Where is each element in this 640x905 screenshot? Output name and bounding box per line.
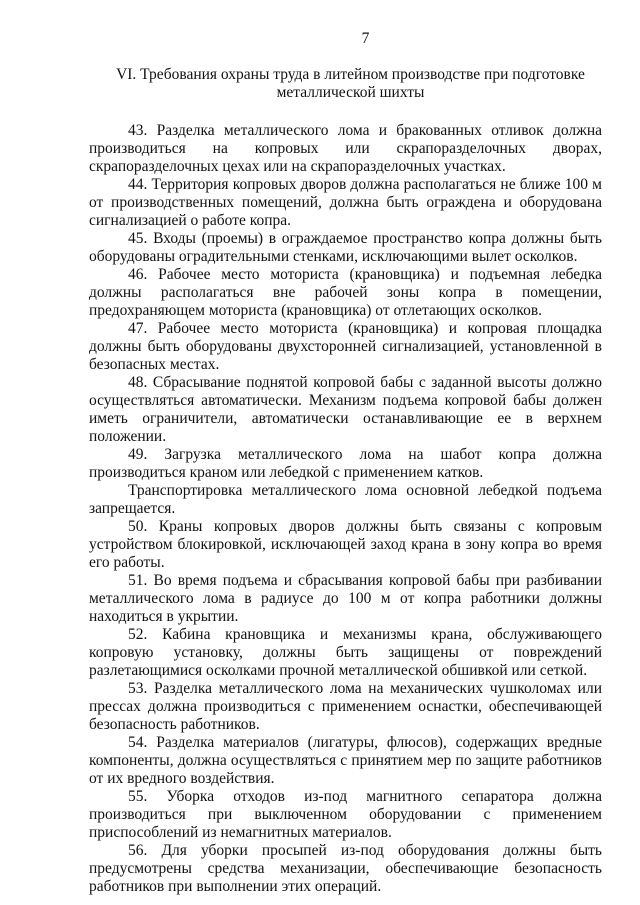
paragraph-52: 52. Кабина крановщика и механизмы крана, обслуживающего копровую установку, должны быть защищены от повреждений разлетающимися осколками прочной металлической обшивкой или сеткой. bbox=[89, 626, 602, 679]
paragraph-47: 47. Рабочее место моториста (крановщика) и копровая площадка должны быть оборудованы двухсторонней сигнализацией, установленной в безопасных местах. bbox=[89, 320, 602, 373]
page-number: 7 bbox=[361, 30, 370, 47]
section-title-line-2: металлической шихты bbox=[276, 84, 425, 101]
paragraph-49: 49. Загрузка металлического лома на шабот копра должна производиться краном или лебедкой с применением катков. bbox=[89, 446, 602, 481]
paragraph-50: 50. Краны копровых дворов должны быть связаны с копровым устройством блокировкой, исключающей заход крана в зону копра во время его работы. bbox=[89, 518, 602, 571]
paragraph-56: 56. Для уборки просыпей из-под оборудования должны быть предусмотрены средства механизации, обеспечивающие безопасность работников при выполнении этих операций. bbox=[89, 842, 602, 895]
paragraph-53: 53. Разделка металлического лома на механических чушколомах или прессах должна производиться с применением оснастки, обеспечивающей безопасность работников. bbox=[89, 680, 602, 733]
paragraph-46: 46. Рабочее место моториста (крановщика) и подъемная лебедка должны располагаться вне рабочей зоны копра в помещении, предохраняющем моториста (крановщика) от отлетающих осколков. bbox=[89, 266, 602, 319]
paragraph-49-continuation: Транспортировка металлического лома основной лебедкой подъема запрещается. bbox=[89, 482, 602, 517]
paragraph-43: 43. Разделка металлического лома и бракованных отливок должна производиться на копровых или скрапоразделочных дворах, скрапоразделочных цехах или на скрапоразделочных участках. bbox=[89, 122, 602, 175]
section-title bbox=[89, 66, 602, 102]
paragraph-55: 55. Уборка отходов из-под магнитного сепаратора должна производиться при выключенном оборудовании с применением приспособлений из немагнитных материалов. bbox=[89, 788, 602, 841]
paragraph-48: 48. Сбрасывание поднятой копровой бабы с заданной высоты должно осуществляться автоматически. Механизм подъема копровой бабы должен иметь ограничители, автоматически останавливающие ее в верхнем положении. bbox=[89, 374, 602, 445]
paragraph-51: 51. Во время подъема и сбрасывания копровой бабы при разбивании металлического лома в радиусе до 100 м от копра работники должны находиться в укрытии. bbox=[89, 572, 602, 625]
paragraph-54: 54. Разделка материалов (лигатуры, флюсов), содержащих вредные компоненты, должна осуществляться с принятием мер по защите работников от их вредного воздействия. bbox=[89, 734, 602, 787]
paragraph-44: 44. Территория копровых дворов должна располагаться не ближе 100 м от производственных помещений, должна быть ограждена и оборудована сигнализацией о работе копра. bbox=[89, 176, 602, 229]
section-title-line-1: VI. Требования охраны труда в литейном производстве при подготовке bbox=[116, 66, 585, 83]
paragraph-45: 45. Входы (проемы) в ограждаемое пространство копра должны быть оборудованы оградительными стенками, исключающими вылет осколков. bbox=[89, 230, 602, 265]
document-body bbox=[89, 122, 602, 896]
